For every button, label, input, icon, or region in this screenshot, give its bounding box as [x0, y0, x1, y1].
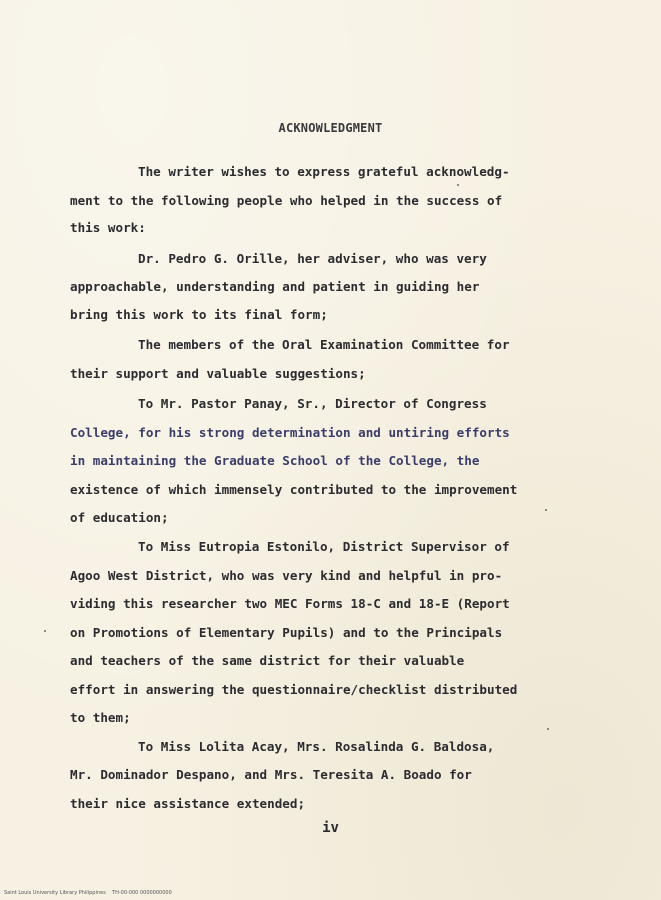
page-number: iv — [322, 820, 339, 836]
text-line-5: approachable, understanding and patient in guiding her — [70, 279, 480, 294]
ink-speck — [547, 728, 549, 730]
text-line-11: in maintaining the Graduate School of the College, the — [70, 453, 480, 468]
text-line-23: their nice assistance extended; — [70, 796, 306, 811]
text-line-16: viding this researcher two MEC Forms 18-C and 18-E (Report — [70, 596, 510, 611]
text-line-7: The members of the Oral Examination Committee for — [138, 337, 510, 352]
text-line-10: College, for his strong determination and untiring efforts — [70, 425, 510, 440]
text-line-9: To Mr. Pastor Panay, Sr., Director of Congress — [138, 396, 487, 411]
ink-speck — [457, 184, 459, 186]
text-line-18: and teachers of the same district for their valuable — [70, 653, 465, 668]
text-line-1: The writer wishes to express grateful acknowledg- — [138, 164, 510, 179]
text-line-15: Agoo West District, who was very kind and helpful in pro- — [70, 568, 503, 583]
text-line-3: this work: — [70, 220, 146, 235]
text-line-14: To Miss Eutropia Estonilo, District Supervisor of — [138, 539, 510, 554]
text-line-22: Mr. Dominador Despano, and Mrs. Teresita A. Boado for — [70, 767, 472, 782]
text-line-20: to them; — [70, 710, 131, 725]
text-line-13: of education; — [70, 510, 169, 525]
text-line-21: To Miss Lolita Acay, Mrs. Rosalinda G. Baldosa, — [138, 739, 495, 754]
text-line-4: Dr. Pedro G. Orille, her adviser, who was very — [138, 251, 487, 266]
page-heading: ACKNOWLEDGMENT — [278, 121, 383, 135]
ink-speck — [545, 509, 547, 511]
text-line-6: bring this work to its final form; — [70, 307, 328, 322]
text-line-8: their support and valuable suggestions; — [70, 366, 366, 381]
text-line-2: ment to the following people who helped in the success of — [70, 193, 503, 208]
text-line-19: effort in answering the questionnaire/checklist distributed — [70, 682, 518, 697]
text-line-17: on Promotions of Elementary Pupils) and to the Principals — [70, 625, 503, 640]
scan-footer: Saint Louis University Library Philippines TH-00-000 0000000000 — [4, 890, 172, 896]
text-line-12: existence of which immensely contributed to the improvement — [70, 482, 518, 497]
ink-speck — [44, 630, 46, 632]
